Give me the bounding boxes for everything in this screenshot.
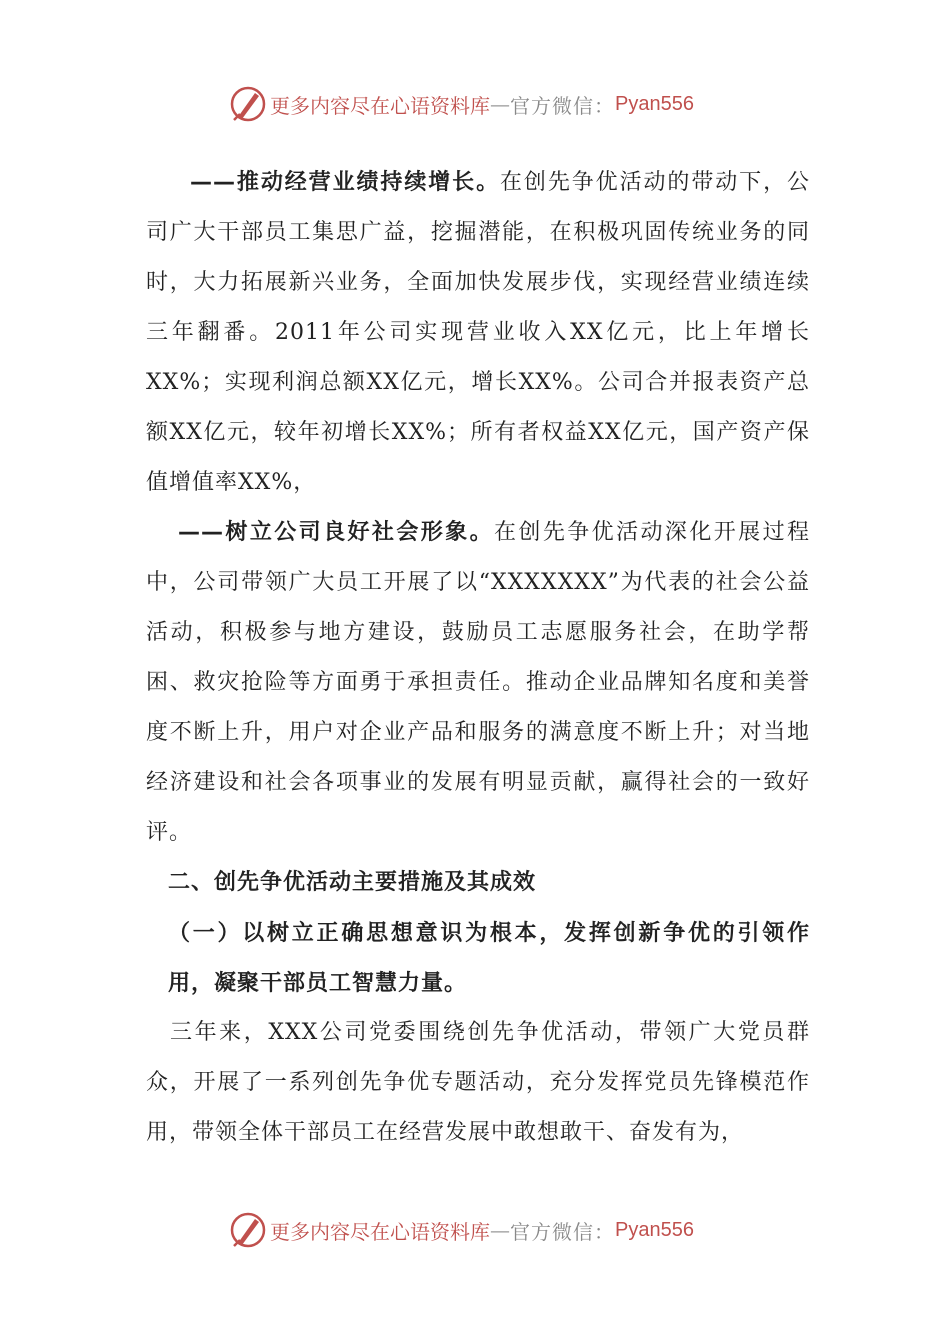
- paragraph-social-image: [146, 508, 810, 858]
- watermark-wechat-id: Pyan556: [615, 92, 694, 115]
- paragraph-text: 在创先争优活动的带动下，公司广大干部员工集思广益，挖掘潜能，在积极巩固传统业务的同时，大力拓展新兴业务，全面加快发展步伐，实现经营业绩连续三年翻番。2011年公司实现营业收入XX亿元，比上年增长XX%；实现利润总额XX亿元，增长XX%。公司合并报表资产总额XX亿元，较年初增长XX%；所有者权益XX亿元，国产资产保值增值率XX%，: [146, 170, 810, 495]
- paragraph-lead: ——推动经营业绩持续增长。: [190, 170, 500, 195]
- subsection-heading: （一）以树立正确思想意识为根本，发挥创新争优的引领作用，凝聚干部员工智慧力量。: [168, 920, 810, 996]
- paragraph-text: 在创先争优活动深化开展过程中，公司带领广大员工开展了以“XXXXXXX”为代表的社会公益活动，积极参与地方建设，鼓励员工志愿服务社会，在助学帮困、救灾抢险等方面勇于承担责任。推动企业品牌知名度和美誉度不断上升，用户对企业产品和服务的满意度不断上升；对当地经济建设和社会各项事业的发展有明显贡献，赢得社会的一致好评。: [146, 520, 810, 845]
- watermark-text: 更多内容尽在心语资料库: [270, 1219, 490, 1244]
- watermark-separator: —: [490, 92, 510, 116]
- header-watermark: [228, 82, 694, 126]
- document-body: [146, 158, 810, 1158]
- paragraph-lead: ——树立公司良好社会形象。: [178, 520, 494, 545]
- section-heading: 二、创先争优活动主要措施及其成效: [168, 870, 537, 895]
- watermark-wechat-label: 官方微信：: [510, 93, 615, 118]
- quill-pen-icon: [228, 84, 268, 124]
- watermark-wechat-label: 官方微信：: [510, 1219, 615, 1244]
- watermark-text: 更多内容尽在心语资料库: [270, 93, 490, 118]
- paragraph-party-activities: 三年来，XXX公司党委围绕创先争优活动，带领广大党员群众，开展了一系列创先争优专题活动，充分发挥党员先锋模范作用，带领全体干部员工在经营发展中敢想敢干、奋发有为，: [146, 1020, 810, 1145]
- watermark-wechat-id: Pyan556: [615, 1218, 694, 1241]
- footer-watermark: [228, 1208, 694, 1252]
- watermark-separator: —: [490, 1218, 510, 1242]
- quill-pen-icon: [228, 1210, 268, 1250]
- paragraph-business-growth: [146, 158, 810, 508]
